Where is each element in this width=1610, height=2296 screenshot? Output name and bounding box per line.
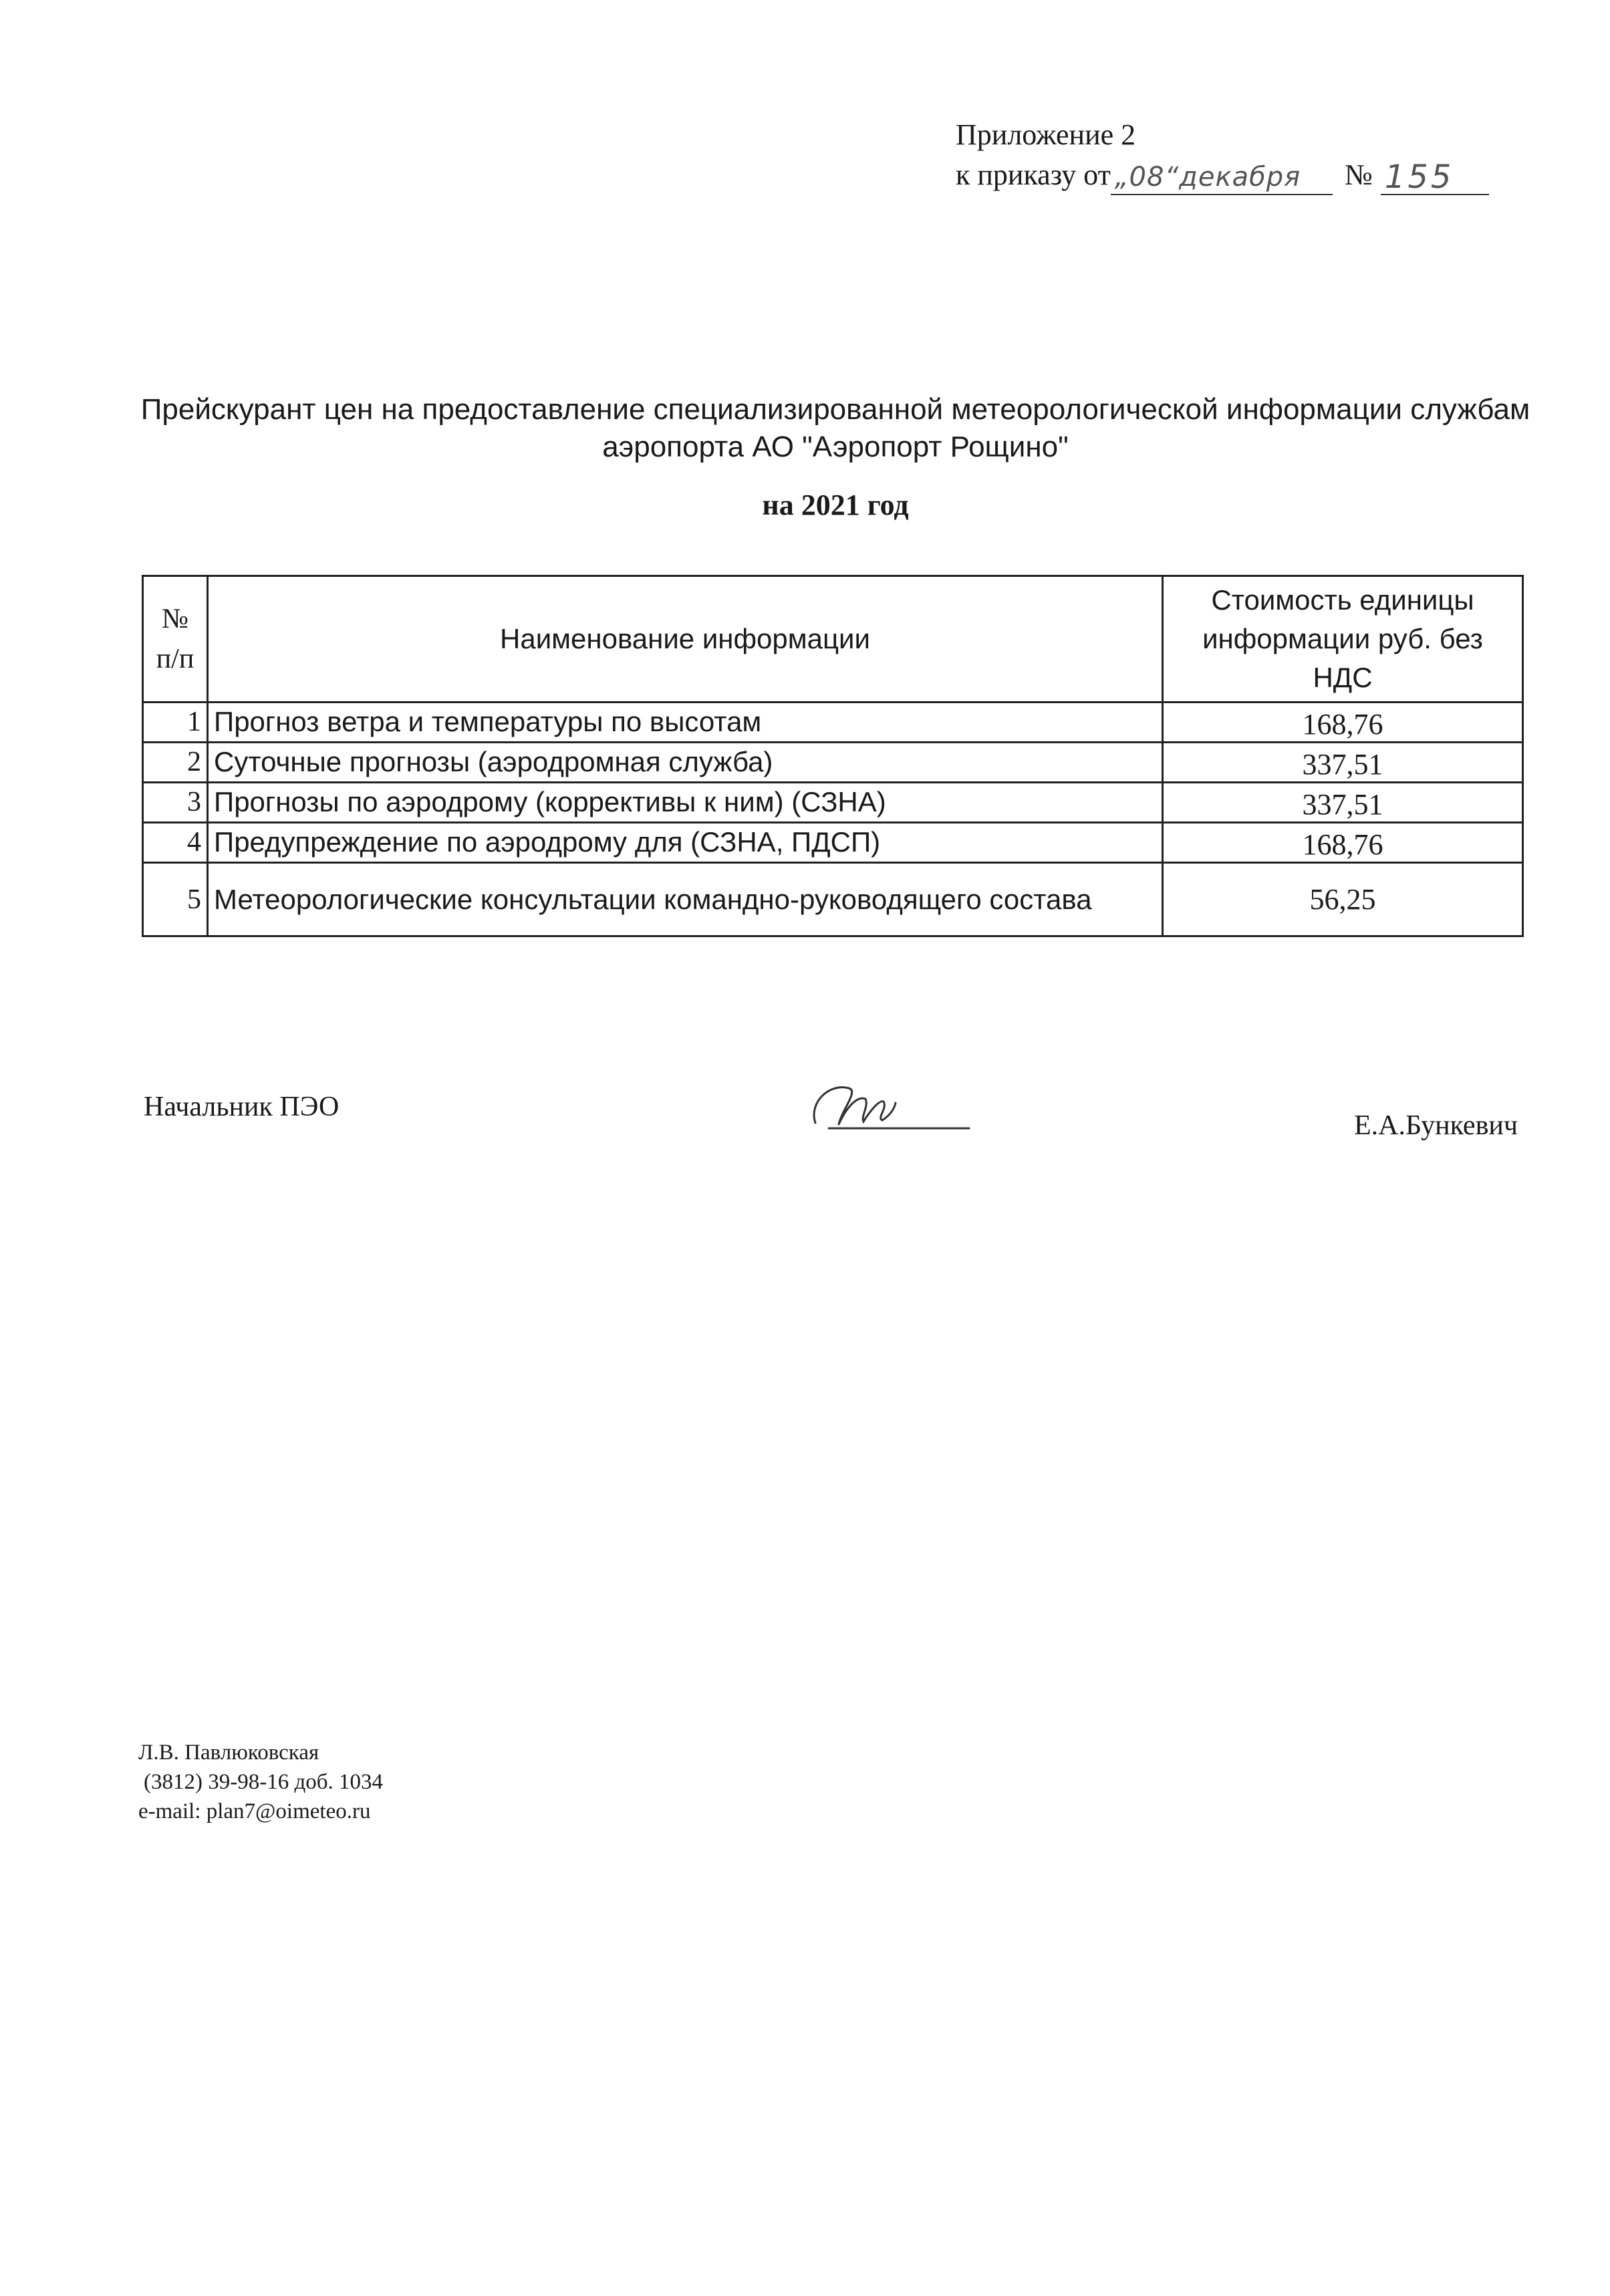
price-table xyxy=(142,575,1524,937)
header-cost-line2: информации руб. без НДС xyxy=(1202,623,1483,693)
row-number: 5 xyxy=(143,863,208,936)
table-row xyxy=(143,743,1523,783)
header-number xyxy=(143,576,208,703)
appendix-label: Приложение 2 xyxy=(956,118,1136,151)
header-cost-line1: Стоимость единицы xyxy=(1211,584,1474,616)
contact-phone: (3812) 39-98-16 доб. 1034 xyxy=(144,1770,384,1794)
header-cost xyxy=(1163,576,1523,703)
handwritten-signature xyxy=(802,1076,976,1136)
title-year: на 2021 год xyxy=(762,489,909,521)
row-name: Суточные прогнозы (аэродромная служба) xyxy=(208,743,1163,783)
table-row xyxy=(143,863,1523,936)
header-number-line2: п/п xyxy=(156,644,194,674)
row-name: Метеорологические консультации командно-руководящего состава xyxy=(208,863,1163,936)
table-row xyxy=(143,823,1523,863)
table-row xyxy=(143,703,1523,743)
appendix-header xyxy=(956,115,1489,195)
header-number-line1: № xyxy=(161,604,189,634)
row-cost: 337,51 xyxy=(1163,783,1523,823)
row-number: 3 xyxy=(143,783,208,823)
row-cost: 56,25 xyxy=(1163,863,1523,936)
row-name: Предупреждение по аэродрому для (СЗНА, ПДСП) xyxy=(208,823,1163,863)
row-number: 1 xyxy=(143,703,208,743)
title-line-1: Прейскурант цен на предоставление специализированной метеорологической информации службам xyxy=(140,393,1530,426)
order-prefix: к приказу от xyxy=(956,158,1111,191)
table-row xyxy=(143,783,1523,823)
signatory-position: Начальник ПЭО xyxy=(144,1092,340,1122)
row-cost: 168,76 xyxy=(1163,703,1523,743)
row-cost: 337,51 xyxy=(1163,743,1523,783)
row-name: Прогнозы по аэродрому (коррективы к ним) (СЗНА) xyxy=(208,783,1163,823)
signatory-name: Е.А.Бункевич xyxy=(1354,1110,1518,1141)
row-name: Прогноз ветра и температуры по высотам xyxy=(208,703,1163,743)
row-cost: 168,76 xyxy=(1163,823,1523,863)
row-number: 4 xyxy=(143,823,208,863)
contact-name: Л.В. Павлюковская xyxy=(138,1741,319,1765)
title-line-2: аэропорта АО "Аэропорт Рощино" xyxy=(602,430,1069,463)
handwritten-date: „08“декабря xyxy=(1111,160,1333,195)
contact-email: e-mail: plan7@oimeteo.ru xyxy=(138,1799,371,1823)
row-number: 2 xyxy=(143,743,208,783)
order-reference xyxy=(956,155,1489,195)
table-header-row xyxy=(143,576,1523,703)
header-name: Наименование информации xyxy=(208,576,1163,703)
contact-block xyxy=(138,1738,383,1826)
number-sign: № xyxy=(1344,158,1373,191)
document-title xyxy=(134,391,1537,466)
handwritten-order-number: 155 xyxy=(1381,160,1489,195)
